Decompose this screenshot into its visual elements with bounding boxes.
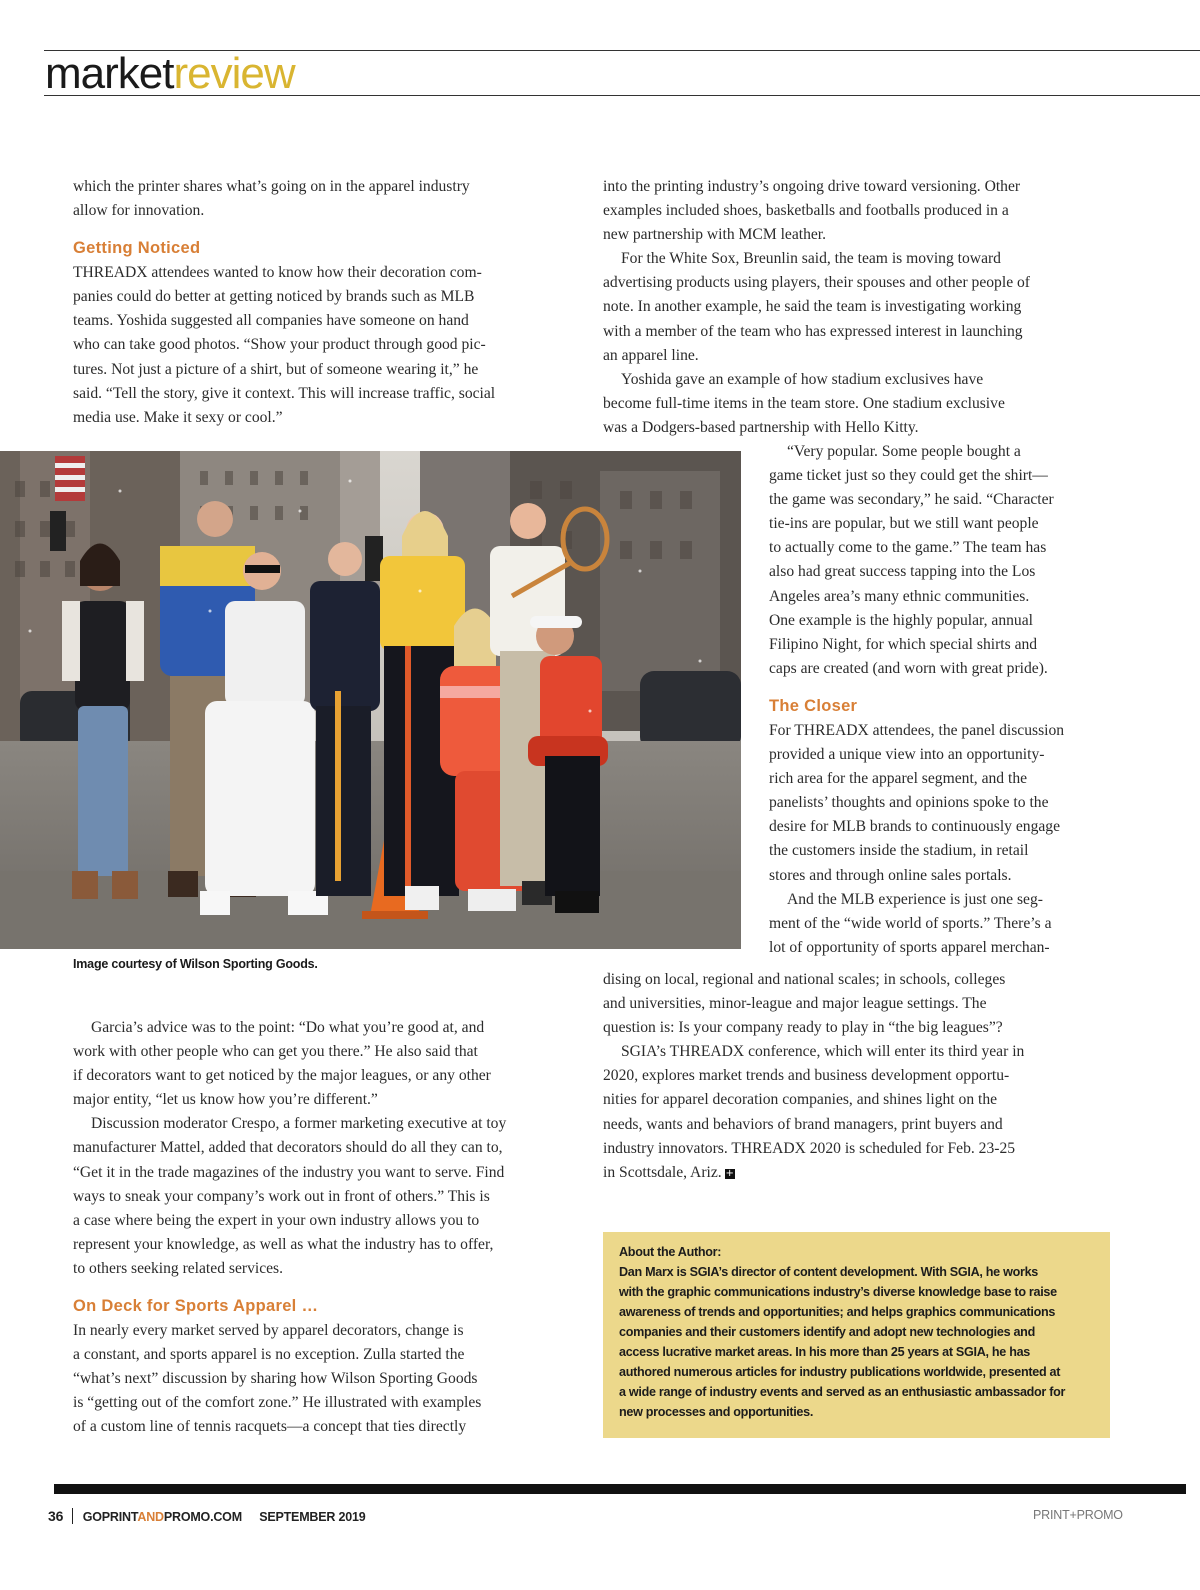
photo-wilson-apparel-models bbox=[0, 451, 741, 949]
heading-on-deck: On Deck for Sports Apparel … bbox=[73, 1297, 319, 1316]
about-the-author-box: About the Author: Dan Marx is SGIA’s director of content development. With SGIA, he works with the graphic communications industry’s diverse knowledge base to raise awareness of trends and opportunities; and helps graphics communications companies and their customers identify and adopt new technologies and access lucrative market areas. In his more than 25 years at SGIA, he has authored numerous articles for industry publications worldwide, presented at a wide range of industry events and served as an enthusiastic ambassador for new processes and opportunities. bbox=[603, 1232, 1110, 1438]
heading-the-closer: The Closer bbox=[769, 696, 858, 715]
left-column-bottom bbox=[73, 1016, 583, 1440]
paragraph: For the White Sox, Breunlin said, the team is moving toward advertising products using players, their spouses and other people of note. In another example, he said the team is investigating working with a member of the team who has expressed interest in launching an apparel line. bbox=[603, 250, 1031, 364]
page-number: 36 bbox=[48, 1508, 64, 1524]
paragraph: And the MLB experience is just one seg- ment of the “wide world of sports.” There’s a lot of opportunity of sports apparel merchan- bbox=[769, 890, 1052, 956]
footer-divider bbox=[72, 1508, 73, 1524]
paragraph: Discussion moderator Crespo, a former marketing executive at toy manufacturer Mattel, added that decorators should do all they can to, “Get it in the trade magazines of the industry you want to serve. Find ways to sneak your company’s work out in front of others.” This is a case where being the expert in your own industry allows you to represent your knowledge, as well as what the industry has to offer, to others seeking related services. bbox=[73, 1115, 507, 1277]
header-rule bbox=[44, 95, 1200, 96]
paragraph: In nearly every market served by apparel decorators, change is a constant, and sports apparel is no exception. Zulla started the “what’s next” discussion by sharing how Wilson Sporting Goods is “getting out of the comfort zone.” He illustrated with examples of a custom line of tennis racquets—a concept that ties directly bbox=[73, 1322, 482, 1436]
flag-icon bbox=[55, 456, 85, 501]
paragraph: Garcia’s advice was to the point: “Do what you’re good at, and work with other people who can get you there.” He also said that if decorators want to get noticed by the major leagues, or any other major entity, “let us know how you’re different.” bbox=[73, 1019, 491, 1109]
right-column-narrow bbox=[769, 440, 1129, 960]
paragraph: “Very popular. Some people bought a game ticket just so they could get the shirt— the game was secondary,” he said. “Character tie-ins are popular, but we still want people to actually come to the game.” The team has also had great success tapping into the Los Angeles area’s many ethnic communities. One example is the highly popular, annual Filipino Night, for which special shirts and caps are created (and worn with great pride). bbox=[769, 443, 1054, 677]
footer-left bbox=[48, 1508, 365, 1524]
paragraph: For THREADX attendees, the panel discussion provided a unique view into an opportunity- rich area for the apparel segment, and the panelists’ thoughts and opinions spoke to the desire for MLB brands to continuously engage the customers inside the stadium, in retail stores and through online sales portals. bbox=[769, 721, 1065, 884]
left-column-top bbox=[73, 175, 583, 430]
right-column-top bbox=[603, 175, 1123, 440]
paragraph: THREADX attendees wanted to know how their decoration com- panies could do better at getting noticed by brands such as MLB teams. Yoshida suggested all companies have someone on hand who can take good photos. “Show your product through good pic- tures. Not just a picture of a shirt, but of someone wearing it,” he said. “Tell the story, give it context. This will increase traffic, social media use. Make it sexy or cool.” bbox=[73, 264, 496, 426]
footer-issue: SEPTEMBER 2019 bbox=[259, 1510, 366, 1524]
paragraph: which the printer shares what’s going on in the apparel industry allow for innovation. bbox=[73, 178, 470, 220]
footer-publication: PRINT+PROMO bbox=[1033, 1508, 1123, 1522]
paragraph: dising on local, regional and national scales; in schools, colleges and universities, minor-league and major league settings. The question is: Is your company ready to play in “the big leagues”? bbox=[603, 971, 1006, 1037]
footer-bar bbox=[54, 1484, 1186, 1494]
photo-caption: Image courtesy of Wilson Sporting Goods. bbox=[73, 957, 318, 971]
right-column-bottom bbox=[603, 968, 1123, 1185]
paragraph: SGIA’s THREADX conference, which will enter its third year in 2020, explores market trends and business development opportu- nities for apparel decoration companies, and shines light on the needs, wants and behaviors of brand managers, print buyers and industry innovators. THREADX 2020 is scheduled for Feb. 23-25 in Scottsdale, Ariz. + bbox=[603, 1043, 1025, 1181]
end-mark-icon: + bbox=[725, 1167, 734, 1179]
section-title: marketreview bbox=[45, 49, 295, 98]
paragraph: Yoshida gave an example of how stadium exclusives have become full-time items in the team store. One stadium exclusive was a Dodgers-based partnership with Hello Kitty. bbox=[603, 370, 1005, 436]
footer-site: GOPRINTANDPROMO.COM bbox=[82, 1510, 242, 1524]
paragraph: into the printing industry’s ongoing drive toward versioning. Other examples included shoes, basketballs and footballs produced in a new partnership with MCM leather. bbox=[603, 178, 1021, 244]
heading-getting-noticed: Getting Noticed bbox=[73, 239, 201, 258]
